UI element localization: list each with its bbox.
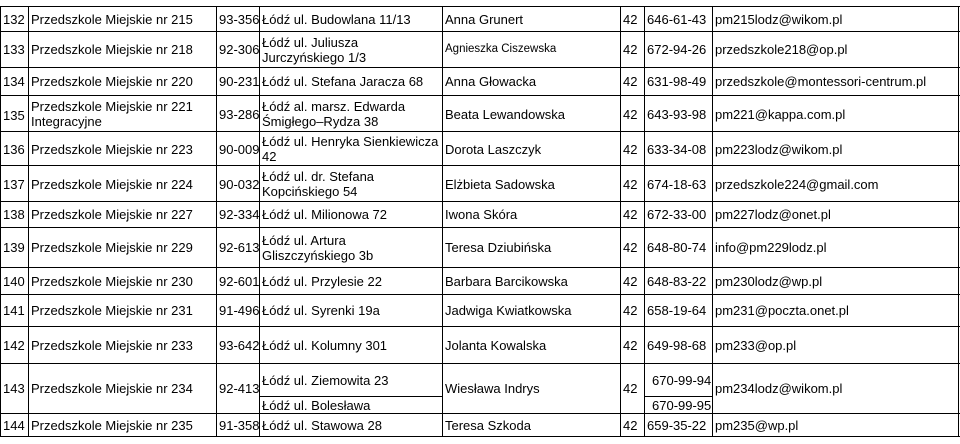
table-row (0, 295, 960, 327)
director-name: Jolanta Kowalska (445, 337, 547, 353)
director-name: Beata Lewandowska (445, 106, 565, 122)
table-row (0, 364, 960, 414)
table-row (0, 268, 960, 295)
phone-number: 672-94-26 (647, 42, 707, 57)
address: Łódź ul. Stawowa 28 (262, 417, 382, 433)
phone-number (644, 364, 712, 413)
postal-code: 91-496 (219, 303, 259, 318)
phone-line-1: 670-99-94 (652, 372, 712, 388)
row-number: 133 (3, 42, 25, 57)
email-address: pm235@wp.pl (715, 417, 799, 433)
area-code: 42 (623, 11, 638, 27)
area-code: 42 (623, 42, 638, 57)
address: Łódź ul. Budowlana 11/13 (262, 11, 411, 27)
row-number: 138 (3, 207, 25, 222)
postal-code: 90-032 (219, 176, 259, 192)
email-address: przedszkole224@gmail.com (715, 176, 879, 192)
address: Łódź ul. Syrenki 19a (262, 303, 380, 318)
area-code: 42 (623, 240, 638, 255)
area-code: 42 (623, 207, 638, 222)
table-row (0, 32, 960, 68)
phone-number: 674-18-63 (647, 176, 707, 192)
phone-number: 672-33-00 (647, 207, 707, 222)
address (259, 166, 442, 202)
director-name: Anna Grunert (445, 11, 524, 27)
address-line-1: Łódź ul. dr. Stefana (262, 169, 375, 184)
table-row (0, 68, 960, 96)
postal-code: 91-358 (219, 417, 259, 433)
table-row (0, 202, 960, 228)
area-code: 42 (623, 74, 638, 89)
email-address: przedszkole@montessori-centrum.pl (715, 74, 927, 89)
director-name: Jadwiga Kwiatkowska (445, 303, 572, 318)
address: Łódź ul. Milionowa 72 (262, 207, 388, 222)
director-name: Elżbieta Sadowska (445, 176, 555, 192)
row-number: 140 (3, 273, 25, 289)
email-address: pm215lodz@wikom.pl (715, 11, 843, 27)
email-address: przedszkole218@op.pl (715, 42, 848, 57)
address (259, 132, 442, 166)
address: Łódź ul. Stefana Jaracza 68 (262, 74, 424, 89)
email-address: info@pm229lodz.pl (715, 240, 827, 255)
director-name: Anna Głowacka (445, 74, 537, 89)
email-address: pm231@poczta.onet.pl (715, 303, 849, 318)
row-number: 141 (3, 303, 25, 318)
area-code: 42 (623, 417, 638, 433)
kindergarten-name: Przedszkole Miejskie nr 234 (31, 381, 193, 396)
phone-number: 648-80-74 (647, 240, 707, 255)
phone-number: 646-61-43 (647, 11, 707, 27)
phone-number: 649-98-68 (647, 337, 707, 353)
kindergarten-name: Przedszkole Miejskie nr 215 (31, 11, 193, 27)
postal-code: 92-413 (219, 381, 259, 396)
director-name: Teresa Szkoda (445, 417, 531, 433)
row-number: 132 (3, 11, 25, 27)
director-name: Wiesława Indrys (445, 381, 540, 396)
row-number: 137 (3, 176, 25, 192)
address-line-1: Łódź ul. Juliusza (262, 34, 359, 50)
kindergarten-name (28, 96, 216, 132)
address: Łódź ul. Przylesie 22 (262, 273, 382, 289)
address-line-2: 42 (262, 149, 277, 164)
area-code: 42 (623, 381, 638, 396)
kindergarten-name: Przedszkole Miejskie nr 229 (31, 240, 193, 255)
row-number: 142 (3, 337, 25, 353)
director-name: Iwona Skóra (445, 207, 518, 222)
address (259, 228, 442, 267)
phone-line-2: 670-99-95 (652, 398, 712, 413)
address-line-2: Gliszczyńskiego 3b (262, 247, 374, 263)
phone-number: 648-83-22 (647, 273, 707, 289)
address-line-2: Kopcińskiego 54 (262, 184, 358, 199)
row-number: 143 (3, 381, 25, 396)
kindergarten-name: Przedszkole Miejskie nr 227 (31, 207, 193, 222)
postal-code: 92-613 (219, 240, 259, 255)
postal-code: 92-601 (219, 273, 259, 289)
postal-code: 90-009 (219, 141, 259, 157)
address-line-2: Łódź ul. Bolesława (262, 398, 371, 413)
phone-number: 659-35-22 (647, 417, 707, 433)
address: Łódź ul. Kolumny 301 (262, 337, 388, 353)
address (259, 98, 442, 130)
table-row (0, 228, 960, 268)
area-code: 42 (623, 273, 638, 289)
row-number: 134 (3, 74, 25, 89)
address (259, 32, 442, 67)
table-row (0, 414, 960, 437)
director-name: Dorota Laszczyk (445, 141, 542, 157)
phone-number: 658-19-64 (647, 303, 707, 318)
name-line-1: Przedszkole Miejskie nr 221 (31, 99, 193, 114)
kindergarten-name: Przedszkole Miejskie nr 235 (31, 417, 193, 433)
kindergarten-name: Przedszkole Miejskie nr 230 (31, 273, 193, 289)
postal-code: 93-286 (219, 106, 259, 122)
phone-number: 631-98-49 (647, 74, 707, 89)
email-address: pm234lodz@wikom.pl (715, 381, 843, 396)
area-code: 42 (623, 106, 638, 122)
director-name: Teresa Dziubińska (445, 240, 552, 255)
phone-number: 633-34-08 (647, 141, 707, 157)
table-row (0, 327, 960, 364)
row-number: 135 (3, 108, 25, 123)
row-number: 136 (3, 141, 25, 157)
kindergarten-name: Przedszkole Miejskie nr 223 (31, 141, 193, 157)
row-number: 144 (3, 417, 25, 433)
postal-code: 93-642 (219, 337, 259, 353)
phone-number: 643-93-98 (647, 106, 707, 122)
director-name: Agnieszka Ciszewska (445, 43, 557, 55)
table-row (0, 6, 960, 32)
kindergarten-name: Przedszkole Miejskie nr 220 (31, 74, 193, 89)
area-code: 42 (623, 176, 638, 192)
email-address: pm230lodz@wp.pl (715, 273, 823, 289)
row-number: 139 (3, 240, 25, 255)
postal-code: 92-306 (219, 42, 259, 57)
address-line-2: Jurczyńskiego 1/3 (262, 49, 367, 65)
address-line-1: Łódź al. marsz. Edwarda (262, 99, 406, 114)
email-address: pm227lodz@onet.pl (715, 207, 831, 222)
area-code: 42 (623, 337, 638, 353)
area-code: 42 (623, 141, 638, 157)
kindergarten-name: Przedszkole Miejskie nr 218 (31, 42, 193, 57)
kindergarten-name: Przedszkole Miejskie nr 231 (31, 303, 193, 318)
email-address: pm233@op.pl (715, 337, 797, 353)
address-line-2: Śmigłego–Rydza 38 (262, 114, 379, 129)
area-code: 42 (623, 303, 638, 318)
email-address: pm221@kappa.com.pl (715, 106, 846, 122)
kindergarten-name: Przedszkole Miejskie nr 233 (31, 337, 193, 353)
address (259, 364, 442, 413)
director-name: Barbara Barcikowska (445, 273, 568, 289)
name-line-2: Integracyjne (31, 114, 102, 129)
postal-code: 93-356 (219, 11, 259, 27)
kindergarten-name: Przedszkole Miejskie nr 224 (31, 176, 193, 192)
table-row-group (0, 96, 960, 202)
postal-code: 92-334 (219, 207, 259, 222)
address-line-1: Łódź ul. Artura (262, 232, 346, 248)
address-line-1: Łódź ul. Ziemowita 23 (262, 372, 389, 388)
address-line-1: Łódź ul. Henryka Sienkiewicza (262, 134, 439, 149)
postal-code: 90-231 (219, 74, 259, 89)
email-address: pm223lodz@wikom.pl (715, 141, 843, 157)
